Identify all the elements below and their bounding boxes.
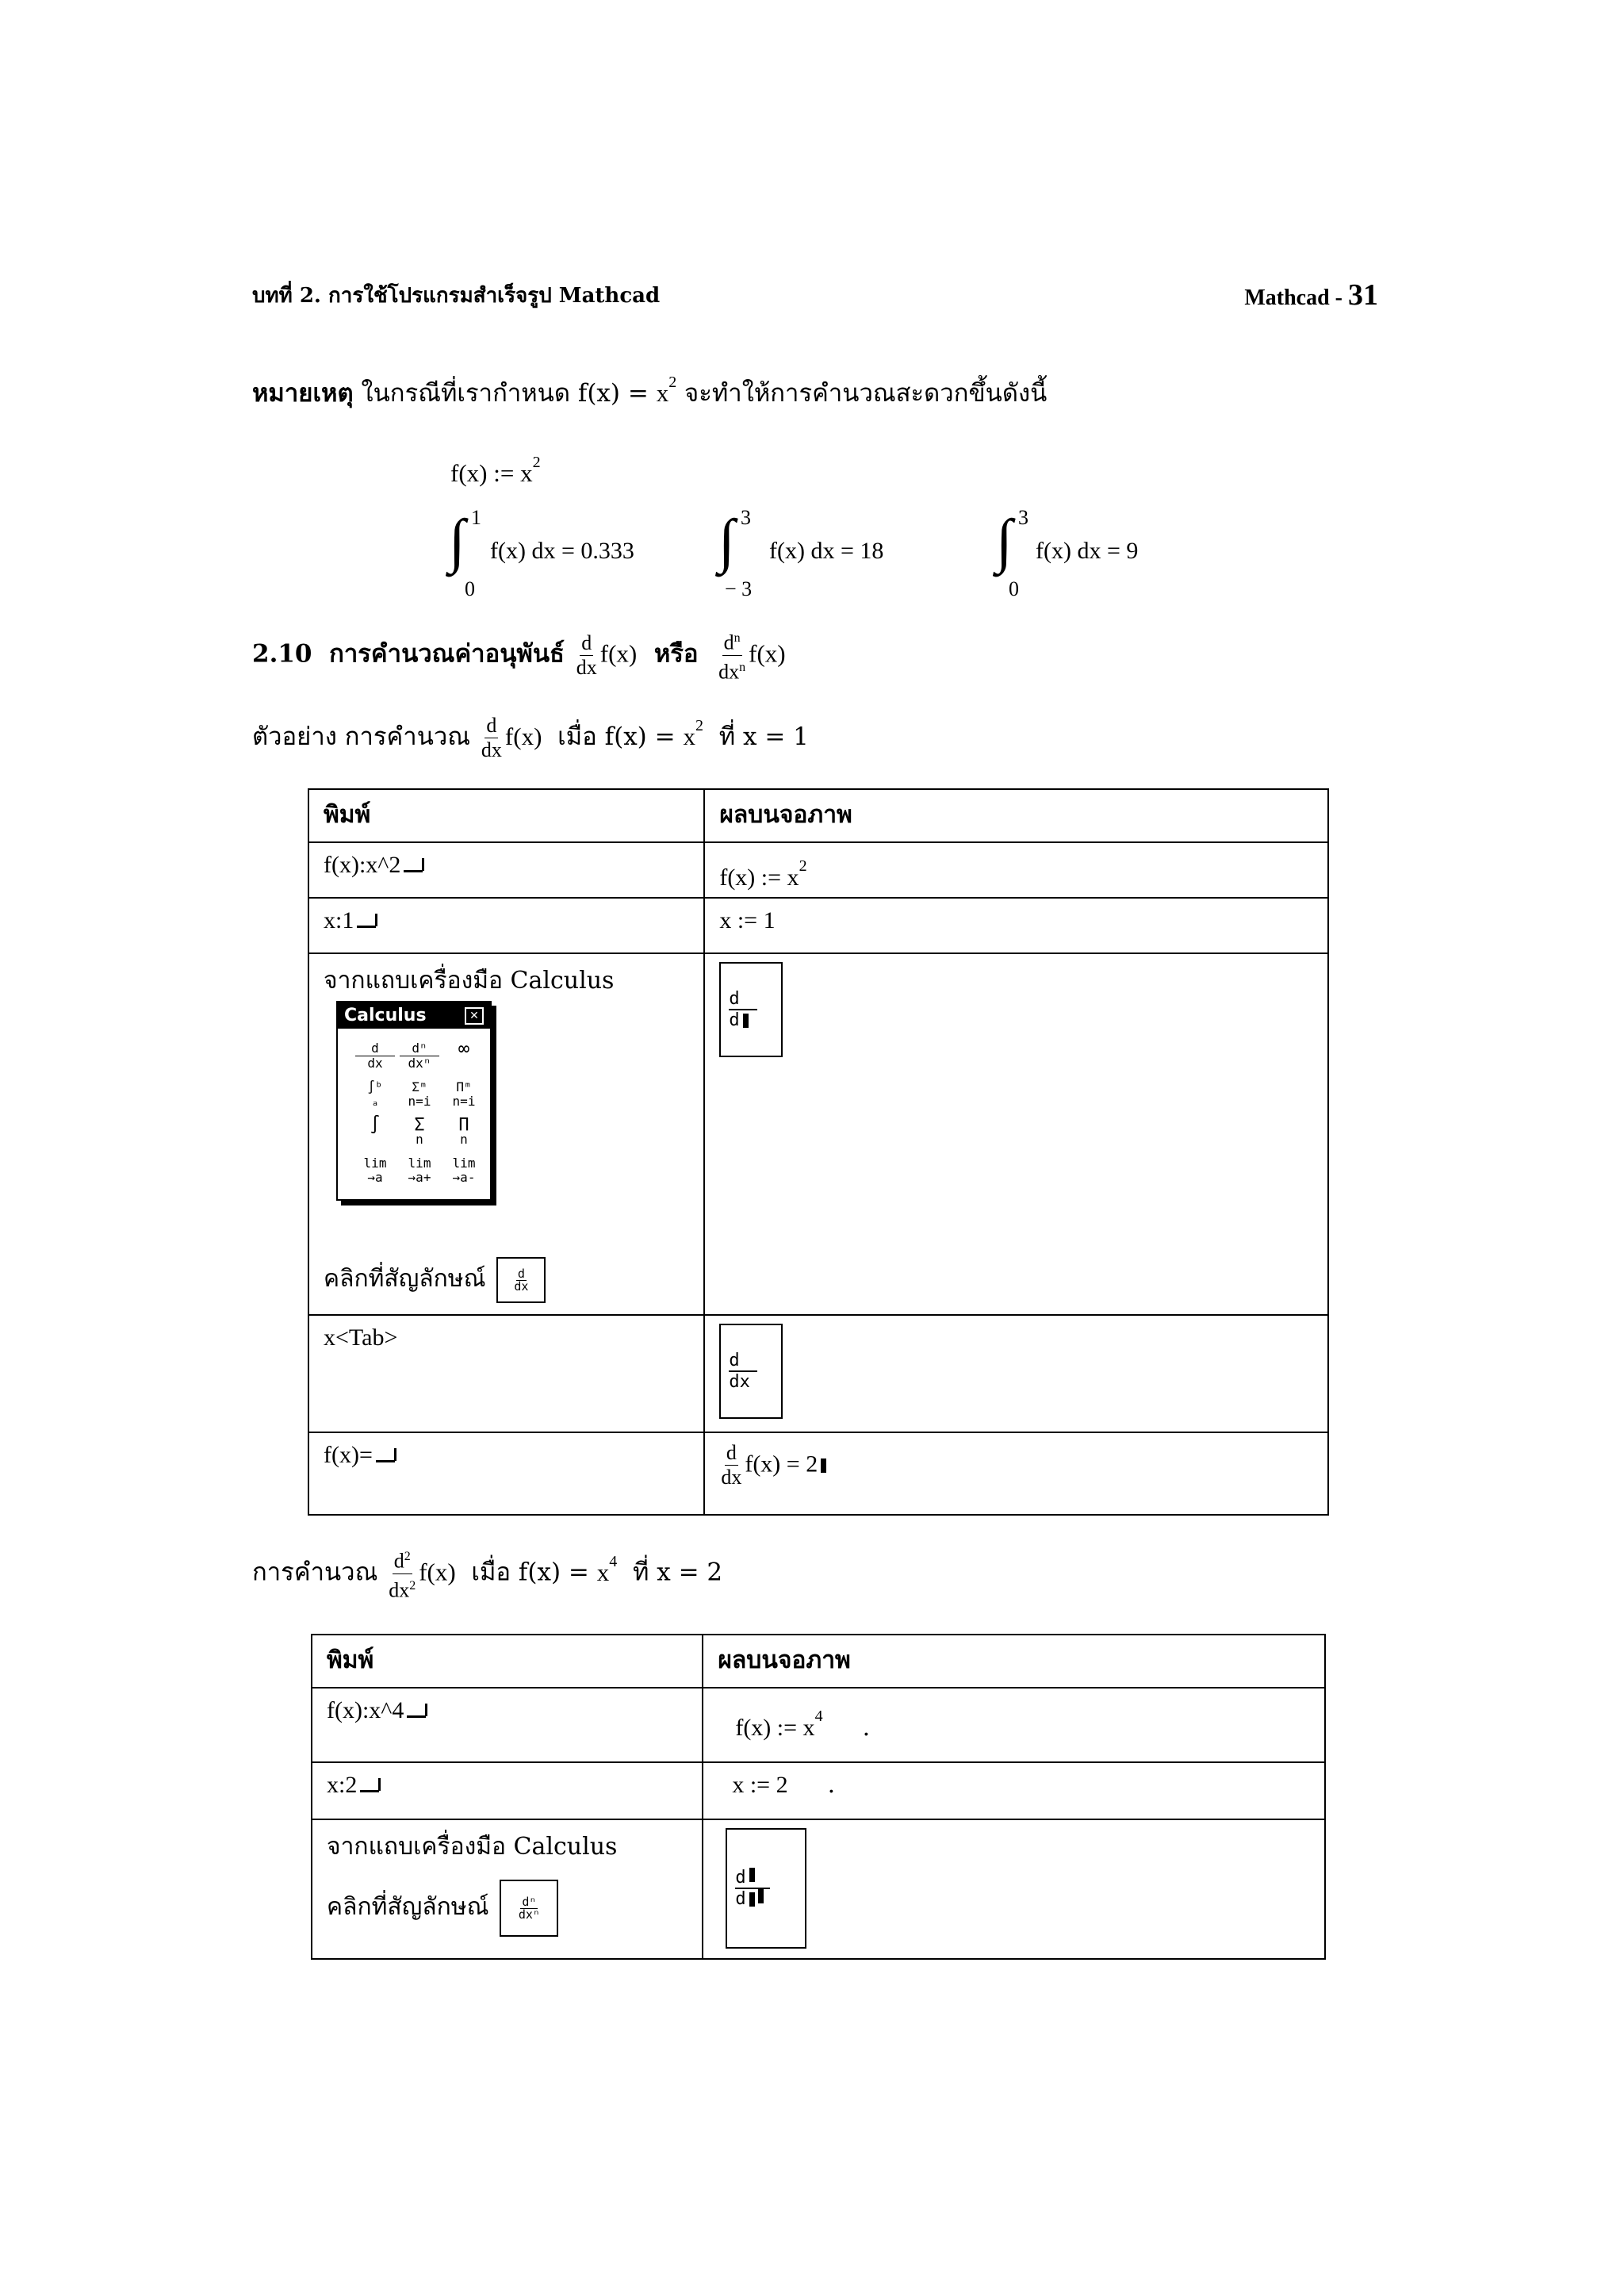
example1-label: ตัวอย่าง การคำนวณ xyxy=(252,723,471,751)
table-row xyxy=(312,1762,1325,1819)
result-fraction: $\frac{d}{dx}$ xyxy=(721,1441,742,1489)
toolbar-instruction: จากแถบเครื่องมือ Calculus xyxy=(327,1833,618,1861)
section-number: 2.10 xyxy=(252,639,312,669)
integral-upper: 3 xyxy=(741,506,751,529)
result-cell: f(x) := $x^4$ . xyxy=(703,1688,1325,1762)
table-header-row xyxy=(308,789,1328,842)
integral-sign: ∫ xyxy=(996,508,1013,574)
col-header-type: พิมพ์ xyxy=(312,1635,703,1688)
input-cell: f(x):x^4 xyxy=(312,1688,703,1762)
result-value: f(x) = 2 xyxy=(745,1451,818,1478)
click-instruction: คลิกที่สัญลักษณ์ dⁿ dxⁿ xyxy=(327,1880,688,1937)
table-row xyxy=(308,898,1328,953)
note-text-after: จะทำให้การคำนวณสะดวกขึ้นดังนี้ xyxy=(684,379,1048,408)
input-cell: x<Tab> xyxy=(308,1315,704,1432)
input-cell: x:2 xyxy=(312,1762,703,1819)
result-cell: f(x) := $x^2$ xyxy=(704,842,1328,898)
input-cell: f(x)= xyxy=(308,1432,704,1515)
enter-icon xyxy=(407,1704,429,1719)
example1-line xyxy=(252,714,809,762)
table-row xyxy=(312,1688,1325,1762)
example1-fx: f(x) xyxy=(504,723,542,750)
example1-when: เมื่อ f(x) = xyxy=(557,723,676,751)
section-title: การคำนวณค่าอนุพันธ์ xyxy=(329,639,565,669)
example2-at: ที่ x = 2 xyxy=(632,1558,723,1587)
nth-derivative-placeholder: $\frac{d}{d}$ xyxy=(726,1828,806,1949)
palette-title: Calculus xyxy=(344,1006,427,1025)
col-header-result: ผลบนจอภาพ xyxy=(704,789,1328,842)
integral-2 xyxy=(718,506,956,609)
result-cell: x := 2 . xyxy=(703,1762,1325,1819)
result-cell: x := 1 xyxy=(704,898,1328,953)
click-instruction: คลิกที่สัญลักษณ์ $\frac{d}{dx}$ xyxy=(324,1257,546,1303)
table-row xyxy=(308,842,1328,898)
toolbar-instruction: จากแถบเครื่องมือ Calculus xyxy=(324,967,615,995)
note-line xyxy=(252,373,1047,412)
integral-lower: 0 xyxy=(1009,577,1019,600)
product-range-button[interactable]: Πᵐ n=i xyxy=(452,1079,476,1109)
limit-right-button[interactable]: lim →a+ xyxy=(408,1156,431,1185)
infinity-button[interactable]: ∞ xyxy=(458,1037,470,1060)
input-cell: x:1 xyxy=(308,898,704,953)
nth-derivative-fraction: $\frac{d^n}{dx^n}$ xyxy=(717,627,747,684)
table-row xyxy=(308,1315,1328,1432)
section-fx: f(x) xyxy=(599,639,638,668)
integral-sign: ∫ xyxy=(718,508,735,574)
integral-upper: 3 xyxy=(1018,506,1028,529)
enter-icon xyxy=(357,914,379,930)
example2-label: การคำนวณ xyxy=(252,1558,378,1587)
integral-body: f(x) dx = 18 xyxy=(769,538,884,564)
table-header-row xyxy=(312,1635,1325,1688)
table-row xyxy=(312,1819,1325,1959)
product-button[interactable]: Π n xyxy=(458,1115,469,1147)
indefinite-integral-button[interactable]: ∫ xyxy=(370,1115,381,1135)
example2-expr: $x^4$ xyxy=(596,1552,618,1586)
derivative-icon[interactable]: $\frac{d}{dx}$ xyxy=(496,1257,546,1303)
example1-at: ที่ x = 1 xyxy=(718,723,809,751)
close-icon[interactable]: ✕ xyxy=(465,1007,484,1025)
integral-upper: 1 xyxy=(471,506,481,529)
note-label: หมายเหตุ xyxy=(252,379,354,408)
page-header-right xyxy=(1244,278,1378,312)
integral-lower: 0 xyxy=(465,577,475,600)
example1-expr: $x^2$ xyxy=(683,717,703,750)
result-cell xyxy=(704,953,1328,1315)
col-header-result: ผลบนจอภาพ xyxy=(703,1635,1325,1688)
palette-titlebar xyxy=(338,1002,490,1029)
derivative-button[interactable]: d dx xyxy=(355,1041,395,1071)
section-heading: 2.10 การคำนวณค่าอนุพันธ์ $\frac{d}{dx}$ f(x) หรือ $\frac{d^n}{dx^n}$ f(x) xyxy=(252,627,786,684)
input-cell xyxy=(312,1819,703,1959)
chapter-header: บทที่ 2. การใช้โปรแกรมสำเร็จรูป Mathcad xyxy=(252,284,661,308)
note-text-before: ในกรณีที่เรากำหนด f(x) = xyxy=(361,379,649,408)
summation-button[interactable]: Σ n xyxy=(414,1115,425,1147)
function-definition: f(x) := $x^2$ xyxy=(450,454,541,487)
nth-derivative-button[interactable]: dⁿ dxⁿ xyxy=(400,1041,439,1071)
result-cell xyxy=(704,1315,1328,1432)
result-cell xyxy=(704,1432,1328,1515)
table-row xyxy=(308,1432,1328,1515)
limit-button[interactable]: lim →a xyxy=(363,1156,387,1185)
note-expr: $x^2$ xyxy=(656,374,677,407)
integral-3 xyxy=(996,506,1234,609)
example1-fraction: $\frac{d}{dx}$ xyxy=(481,714,502,761)
second-derivative-fraction: $\frac{d^2}{dx^2}$ xyxy=(387,1545,417,1602)
enter-icon xyxy=(360,1778,382,1794)
page-number: 31 xyxy=(1348,278,1378,312)
integral-1 xyxy=(449,506,687,609)
summation-range-button[interactable]: Σᵐ n=i xyxy=(408,1079,431,1109)
example2-fx: f(x) xyxy=(419,1558,456,1586)
example2-line xyxy=(252,1545,722,1602)
col-header-type: พิมพ์ xyxy=(308,789,704,842)
integral-sign: ∫ xyxy=(449,508,465,574)
derivative-placeholder: $\frac{d}{d}$ xyxy=(719,962,783,1057)
calculus-palette xyxy=(336,1001,492,1201)
enter-icon xyxy=(376,1448,398,1464)
derivative-dx-box: $\frac{d}{dx}$ xyxy=(719,1324,783,1419)
book-title: Mathcad - xyxy=(1244,286,1342,310)
result-cell xyxy=(703,1819,1325,1959)
example2-when: เมื่อ f(x) = xyxy=(471,1558,589,1587)
definite-integral-button[interactable]: ∫ᵇ ₐ xyxy=(367,1079,383,1109)
integral-body: f(x) dx = 9 xyxy=(1036,538,1139,564)
integral-body: f(x) dx = 0.333 xyxy=(490,538,634,564)
integral-lower: − 3 xyxy=(725,577,753,600)
input-cell: f(x):x^2 xyxy=(308,842,704,898)
section-or: หรือ xyxy=(653,639,699,669)
steps-table-2 xyxy=(311,1634,1326,1960)
derivative-fraction: $\frac{d}{dx}$ xyxy=(576,631,597,679)
nth-derivative-icon[interactable]: dⁿ dxⁿ xyxy=(500,1880,558,1937)
enter-icon xyxy=(404,858,426,874)
limit-left-button[interactable]: lim →a- xyxy=(452,1156,476,1185)
palette-grid xyxy=(338,1029,490,1199)
